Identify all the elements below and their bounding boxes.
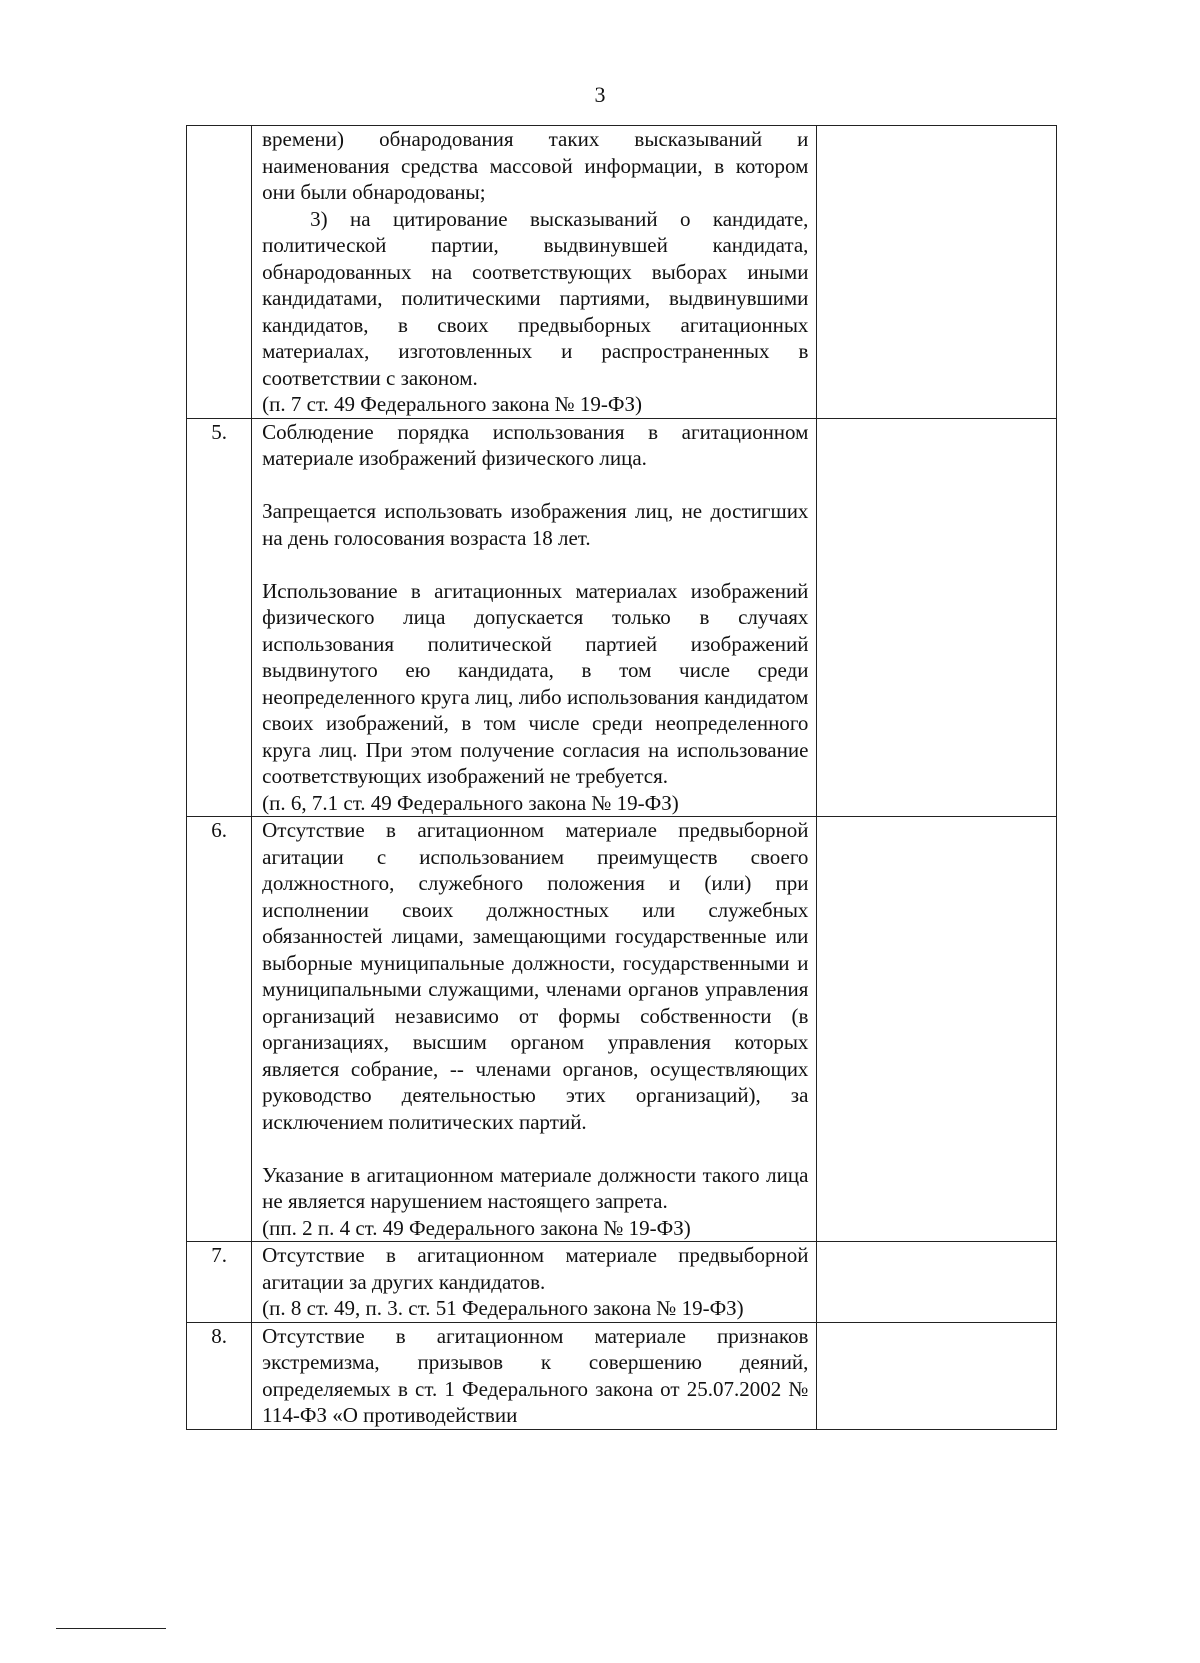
table-row-6 bbox=[187, 817, 1057, 1242]
legal-reference: (п. 8 ст. 49, п. 3. ст. 51 Федерального закона № 19-ФЗ) bbox=[262, 1296, 744, 1320]
page-number: 3 bbox=[594, 82, 606, 107]
row-text bbox=[252, 817, 817, 1242]
paragraph: Отсутствие в агитационном материале предвыборной агитации с использованием преимуществ своего должностного, служебного положения и (или) при исполнении своих должностных или служебных обязанностей лицами, замещающими государственные или выборные муниципальные должности, государственными и муниципальными служащими, членами органов управления организаций независимо от формы собственности (в организациях, высшим органом управления которых является собрание, -- членами органов, осуществляющих руководство деятельностью этих организаций), за исключением политических партий. bbox=[262, 818, 809, 1134]
paragraph: Соблюдение порядка использования в агитационном материале изображений физического лица. bbox=[262, 419, 809, 470]
table-row-7 bbox=[187, 1242, 1057, 1323]
empty-cell bbox=[817, 1322, 1057, 1429]
legal-reference: (п. 7 ст. 49 Федерального закона № 19-ФЗ) bbox=[262, 392, 643, 416]
paragraph: Запрещается использовать изображения лиц, не достигших на день голосования возраста 18 лет. bbox=[262, 499, 809, 550]
paragraph: Указание в агитационном материале должности такого лица не является нарушением настоящего запрета. bbox=[262, 1162, 809, 1213]
row-number bbox=[187, 126, 252, 419]
row-number: 7. bbox=[187, 1242, 252, 1323]
row-number: 6. bbox=[187, 817, 252, 1242]
row-number: 5. bbox=[187, 418, 252, 817]
empty-cell bbox=[817, 817, 1057, 1242]
row-text bbox=[252, 126, 817, 419]
row-text bbox=[252, 1242, 817, 1323]
row-text bbox=[252, 418, 817, 817]
paragraph: времени) обнародования таких высказываний и наименования средства массовой информации, в котором они были обнародованы; bbox=[262, 127, 809, 204]
paragraph: Отсутствие в агитационном материале признаков экстремизма, призывов к совершению деяний, определяемых в ст. 1 Федерального закона от 25.07.2002 № 114-ФЗ «О противодействии bbox=[262, 1323, 809, 1427]
empty-cell bbox=[817, 1242, 1057, 1323]
paragraph: Использование в агитационных материалах изображений физического лица допускается только в случаях использования политической партией изображений выдвинутого ею кандидата, в том числе среди неопределенного круга лиц, либо использования кандидатом своих изображений, в том числе среди неопределенного круга лиц. При этом получение согласия на использование соответствующих изображений не требуется. bbox=[262, 578, 809, 788]
row-number: 8. bbox=[187, 1322, 252, 1429]
legal-reference: (п. 6, 7.1 ст. 49 Федерального закона № 19-ФЗ) bbox=[262, 790, 679, 815]
empty-cell bbox=[817, 126, 1057, 419]
footnote-divider bbox=[56, 1628, 166, 1629]
legal-reference: (пп. 2 п. 4 ст. 49 Федерального закона № 19-ФЗ) bbox=[262, 1215, 691, 1240]
empty-cell bbox=[817, 418, 1057, 817]
table-row-8 bbox=[187, 1322, 1057, 1429]
table-row-continuation bbox=[187, 126, 1057, 419]
row-text bbox=[252, 1322, 817, 1429]
checklist-table bbox=[186, 125, 1057, 1430]
paragraph: 3) на цитирование высказываний о кандидате, политической партии, выдвинувшей кандидата, обнародованных на соответствующих выборах иными кандидатами, политическими партиями, выдвинувшими кандидатов, в своих предвыборных агитационных материалах, изготовленных и распространенных в соответствии с законом. bbox=[262, 206, 809, 390]
paragraph: Отсутствие в агитационном материале предвыборной агитации за других кандидатов. bbox=[262, 1243, 809, 1294]
table-row-5 bbox=[187, 418, 1057, 817]
